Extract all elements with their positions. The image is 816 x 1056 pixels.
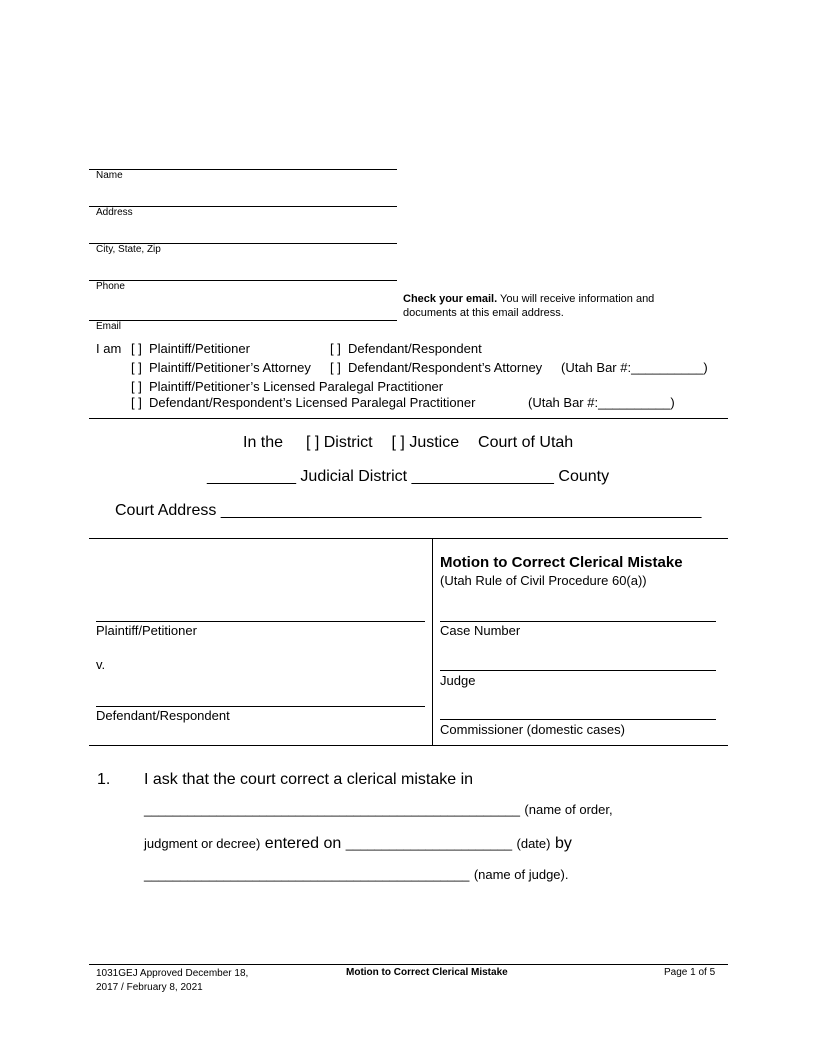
judge-line[interactable] [440,670,716,671]
phone-label: Phone [96,281,125,292]
form-id [96,967,248,995]
checkbox-defendant-lpp[interactable]: [ ] [131,395,142,410]
judgment-decree-text: judgment or decree) [144,836,261,851]
option-plaintiff-lpp-label: Plaintiff/Petitioner’s Licensed Paralegal Practitioner [149,379,444,394]
address-line[interactable] [89,206,397,207]
attorney-bar-number[interactable]: (Utah Bar #:__________) [561,360,708,375]
name-label: Name [96,170,123,181]
option-plaintiff-lpp[interactable] [131,379,443,394]
footer-title: Motion to Correct Clerical Mistake [346,967,508,978]
court-line [243,434,573,452]
plaintiff-label: Plaintiff/Petitioner [96,623,197,638]
case-number-label: Case Number [440,623,521,638]
entered-on-text: entered on [264,835,342,852]
item-number: 1. [97,771,111,788]
request-text: I ask that the court correct a clerical mistake in [144,771,474,788]
versus-label: v. [96,657,106,672]
checkbox-plaintiff-attorney[interactable]: [ ] [131,360,142,375]
order-name-hint: (name of order, [524,802,613,817]
court-address-line[interactable]: Court Address ______________________________________________________ [115,502,702,519]
district-label: District [323,434,373,451]
option-defendant-lpp[interactable] [131,395,475,410]
party-divider [89,418,728,419]
form-id-line2: 2017 / February 8, 2021 [96,982,203,993]
case-number-line[interactable] [440,621,716,622]
justice-label: Justice [409,434,460,451]
footer-rule [89,964,728,965]
name-line[interactable] [89,169,397,170]
date-row [144,835,572,853]
date-hint: (date) [516,836,551,851]
caption-bottom-rule [89,745,728,746]
city-state-zip-label: City, State, Zip [96,244,161,255]
email-label: Email [96,321,122,332]
option-plaintiff[interactable] [131,341,250,356]
judge-name-blank[interactable]: _____________________________________________ [144,867,470,882]
email-notice-bold: Check your email. [403,293,498,305]
checkbox-justice[interactable]: [ ] [391,434,405,451]
option-defendant-label: Defendant/Respondent [348,341,482,356]
email-notice-rest: You will receive information and [497,293,655,305]
judge-name-hint: (name of judge). [473,867,569,882]
caption-divider [432,538,433,745]
checkbox-plaintiff[interactable]: [ ] [131,341,142,356]
motion-title: Motion to Correct Clerical Mistake [440,554,683,571]
option-defendant[interactable] [330,341,482,356]
caption-top-rule [89,538,728,539]
checkbox-defendant-attorney[interactable]: [ ] [330,360,341,375]
by-text: by [554,835,572,852]
defendant-label: Defendant/Respondent [96,708,230,723]
email-notice-line2: documents at this email address. [403,307,564,319]
option-defendant-attorney-label: Defendant/Respondent’s Attorney [348,360,543,375]
option-plaintiff-label: Plaintiff/Petitioner [149,341,250,356]
plaintiff-name-line[interactable] [96,621,425,622]
judge-name-row [144,866,568,884]
judge-label: Judge [440,673,476,688]
judicial-district-line[interactable]: __________ Judicial District ________________ County [207,468,610,485]
motion-subtitle: (Utah Rule of Civil Procedure 60(a)) [440,573,647,588]
order-name-blank[interactable]: ____________________________________________________ [144,802,520,817]
option-defendant-lpp-label: Defendant/Respondent’s Licensed Paralegal Practitioner [149,395,476,410]
form-id-line1: 1031GEJ Approved December 18, [96,968,249,979]
email-notice [403,292,654,320]
defendant-name-line[interactable] [96,706,425,707]
checkbox-district[interactable]: [ ] [305,434,320,451]
phone-line[interactable] [89,280,397,281]
email-line[interactable] [89,320,397,321]
order-name-row [144,801,613,819]
i-am-label: I am [96,341,122,356]
page-number: Page 1 of 5 [664,967,716,978]
option-plaintiff-attorney[interactable] [131,360,311,375]
option-defendant-attorney[interactable] [330,360,542,375]
commissioner-label: Commissioner (domestic cases) [440,722,625,737]
commissioner-line[interactable] [440,719,716,720]
option-plaintiff-attorney-label: Plaintiff/Petitioner’s Attorney [149,360,311,375]
date-blank[interactable]: _______________________ [345,836,513,851]
in-the-label: In the [243,434,284,451]
court-of-utah-label: Court of Utah [478,434,574,451]
lpp-bar-number[interactable]: (Utah Bar #:__________) [528,395,675,410]
address-label: Address [96,207,133,218]
checkbox-plaintiff-lpp[interactable]: [ ] [131,379,142,394]
checkbox-defendant[interactable]: [ ] [330,341,341,356]
